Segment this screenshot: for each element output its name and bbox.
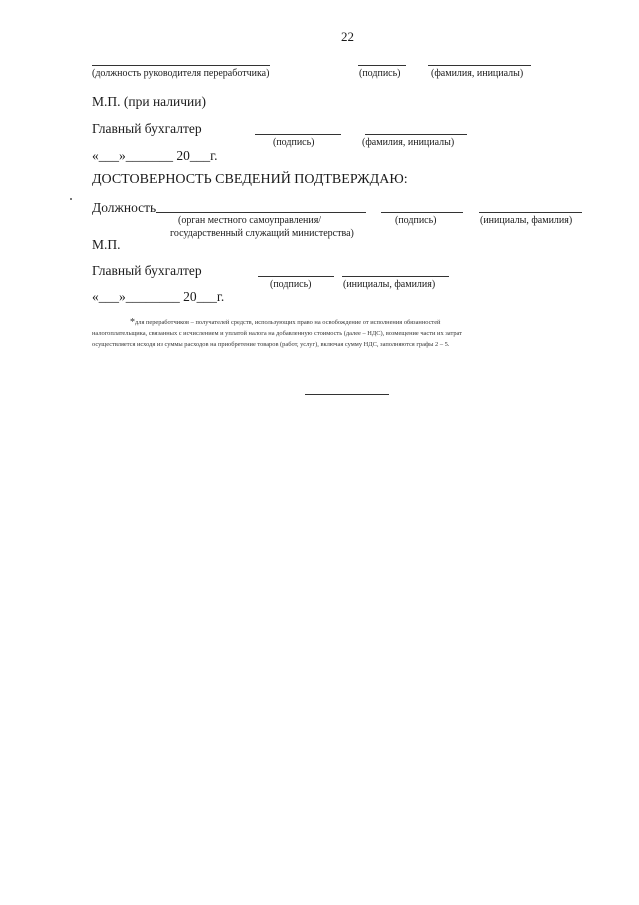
caption-accountant-name: (фамилия, инициалы) xyxy=(362,137,455,148)
caption-org-line1: (орган местного самоуправления/ xyxy=(178,215,322,226)
caption-signature: (подпись) xyxy=(359,68,401,79)
footnote xyxy=(92,317,604,350)
confirm-accountant-signature-line xyxy=(258,276,334,277)
stamp-label: М.П. (при наличии) xyxy=(92,94,206,109)
confirm-accountant-name-line xyxy=(342,276,449,277)
position-line xyxy=(156,212,366,213)
signature-line xyxy=(358,65,406,66)
footnote-line1: для переработчиков – получателей средств, использующих право на освобождение от исполнения обязанностей xyxy=(135,319,441,326)
caption-confirm-signature: (подпись) xyxy=(395,215,437,226)
caption-confirm-accountant-signature: (подпись) xyxy=(270,279,312,290)
confirm-signature-line xyxy=(381,212,463,213)
confirm-name-line xyxy=(479,212,582,213)
caption-name: (фамилия, инициалы) xyxy=(431,68,524,79)
date-line: «___»_______ 20___г. xyxy=(92,148,218,163)
caption-accountant-signature: (подпись) xyxy=(273,137,315,148)
page-number: 22 xyxy=(341,29,354,44)
caption-confirm-name: (инициалы, фамилия) xyxy=(480,215,573,226)
accountant-signature-line xyxy=(255,134,341,135)
confirm-chief-accountant-label: Главный бухгалтер xyxy=(92,263,202,278)
end-separator xyxy=(305,394,389,395)
caption-confirm-accountant-name: (инициалы, фамилия) xyxy=(343,279,436,290)
confirm-stamp-label: М.П. xyxy=(92,237,121,252)
footnote-line3: осуществляется исходя из суммы расходов на приобретение товаров (работ, услуг), включая сумму НДС, заполняются графы 2 – 5. xyxy=(92,341,450,348)
confirm-heading: ДОСТОВЕРНОСТЬ СВЕДЕНИЙ ПОДТВЕРЖДАЮ: xyxy=(92,172,408,187)
accountant-name-line xyxy=(365,134,467,135)
caption-org-line2: государственный служащий министерства) xyxy=(170,228,354,239)
footnote-line2: налогоплательщика, связанных с исчислением и уплатой налога на добавленную стоимость (далее – НДС), возмещение части их затрат xyxy=(92,330,462,337)
scan-mark xyxy=(70,198,72,200)
confirm-date-line: «___»________ 20___г. xyxy=(92,289,225,304)
footnote-marker: * xyxy=(130,317,135,328)
name-line xyxy=(428,65,531,66)
caption-position: (должность руководителя переработчика) xyxy=(92,68,270,79)
position-signature-line xyxy=(92,65,270,66)
position-label: Должность xyxy=(92,200,157,215)
chief-accountant-label: Главный бухгалтер xyxy=(92,121,202,136)
